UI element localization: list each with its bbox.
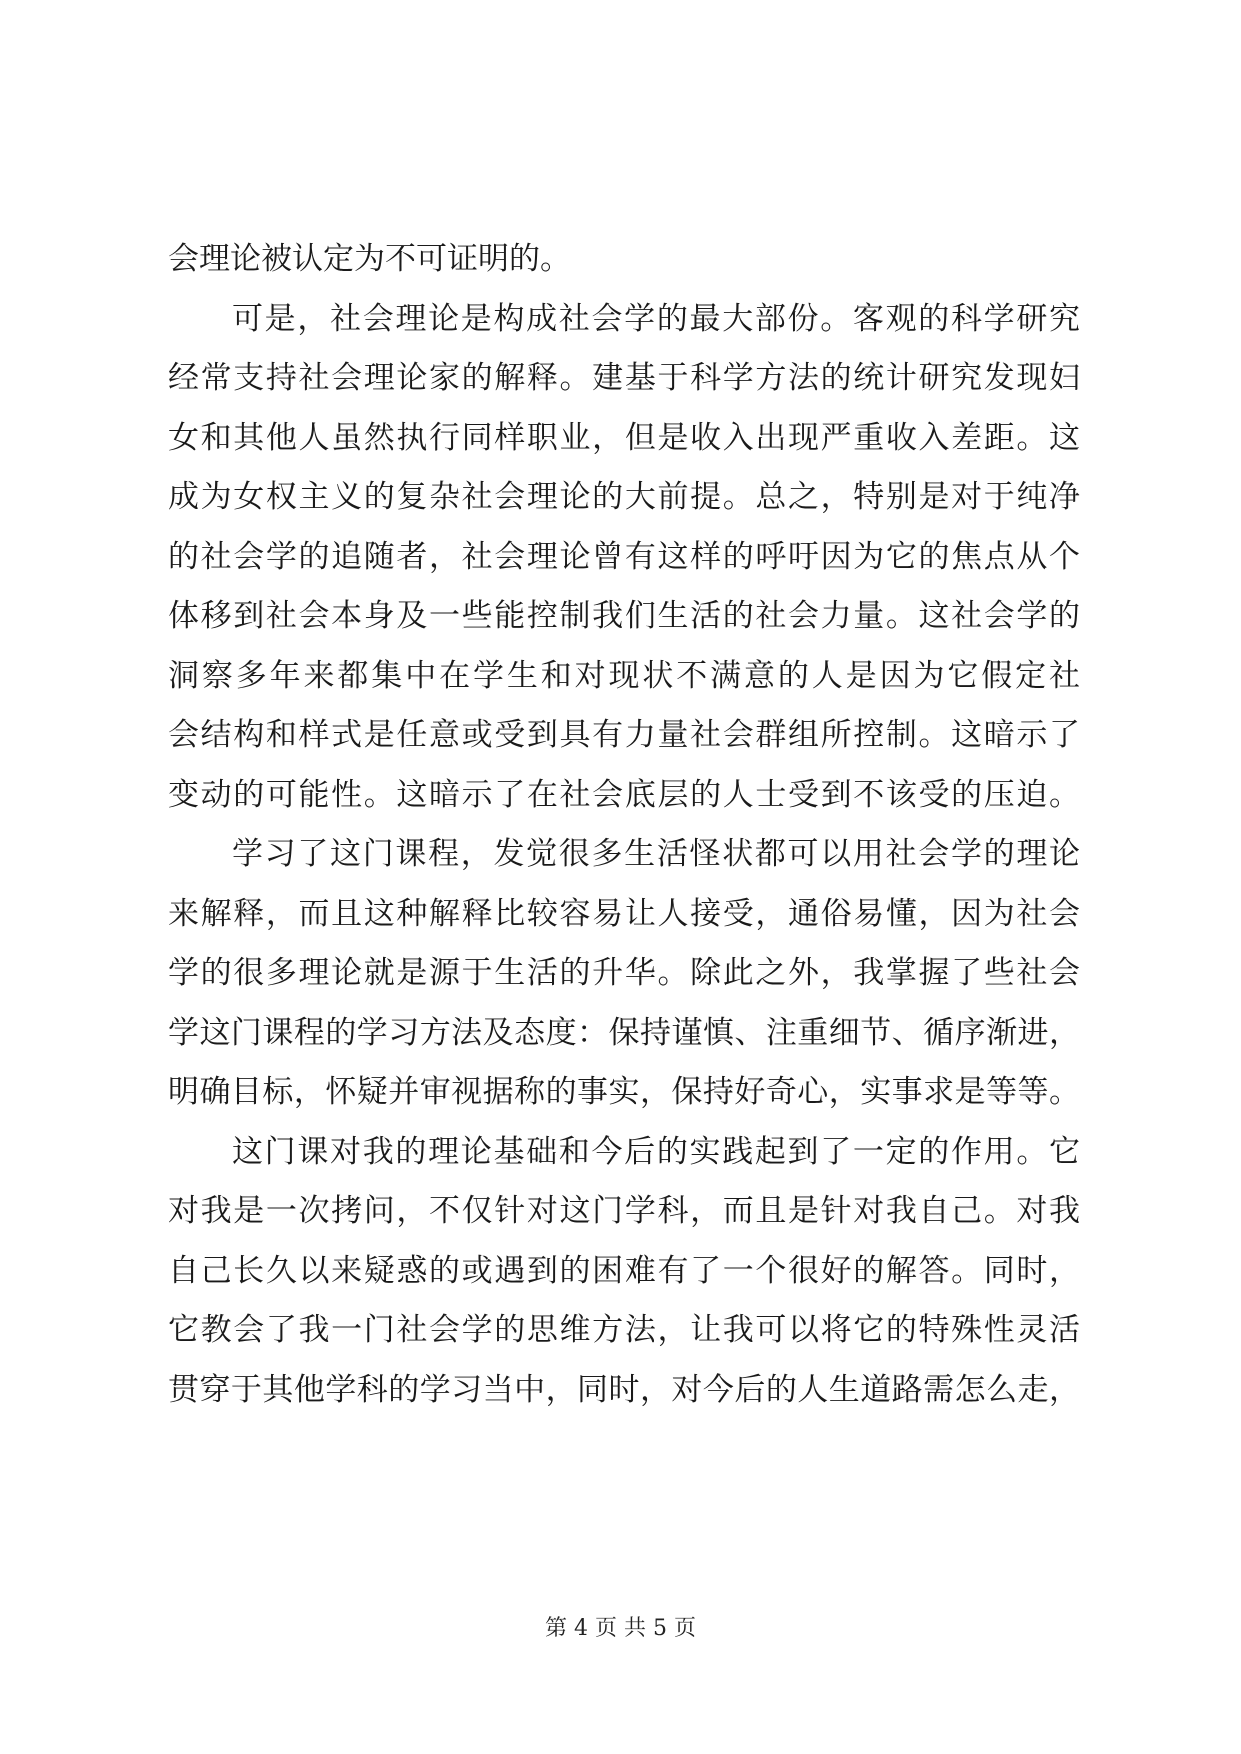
text-line: 这门课对我的理论基础和今后的实践起到了一定的作用。它 — [232, 1133, 1080, 1170]
text-line: 对我是一次拷问，不仅针对这门学科，而且是针对我自己。对我 — [168, 1193, 1080, 1229]
body-text — [168, 230, 1080, 1420]
text-line: 可是，社会理论是构成社会学的最大部份。客观的科学研究 — [232, 300, 1080, 337]
text-line: 学习了这门课程，发觉很多生活怪状都可以用社会学的理论 — [232, 836, 1080, 872]
text-line: 的社会学的追随者，社会理论曾有这样的呼吁因为它的焦点从个 — [168, 538, 1080, 575]
text-line: 经常支持社会理论家的解释。建基于科学方法的统计研究发现妇 — [168, 360, 1080, 396]
text-line: 学这门课程的学习方法及态度：保持谨慎、注重细节、循序渐进， — [168, 1014, 1080, 1051]
text-line: 学的很多理论就是源于生活的升华。除此之外，我掌握了些社会 — [168, 955, 1080, 991]
text-line: 贯穿于其他学科的学习当中，同时，对今后的人生道路需怎么走， — [168, 1371, 1080, 1408]
text-line: 成为女权主义的复杂社会理论的大前提。总之，特别是对于纯净 — [168, 479, 1080, 515]
page-number-footer: 第 4 页 共 5 页 — [545, 1616, 696, 1641]
text-line: 变动的可能性。这暗示了在社会底层的人士受到不该受的压迫。 — [168, 776, 1080, 813]
text-line: 女和其他人虽然执行同样职业，但是收入出现严重收入差距。这 — [168, 419, 1080, 456]
text-line: 洞察多年来都集中在学生和对现状不满意的人是因为它假定社 — [168, 657, 1080, 694]
text-line: 会理论被认定为不可证明的。 — [168, 241, 571, 277]
text-line: 自己长久以来疑惑的或遇到的困难有了一个很好的解答。同时， — [168, 1252, 1080, 1289]
text-line: 来解释，而且这种解释比较容易让人接受，通俗易懂，因为社会 — [168, 895, 1080, 932]
text-line: 会结构和样式是任意或受到具有力量社会群组所控制。这暗示了 — [168, 717, 1080, 753]
text-line: 体移到社会本身及一些能控制我们生活的社会力量。这社会学的 — [168, 598, 1080, 634]
text-line: 它教会了我一门社会学的思维方法，让我可以将它的特殊性灵活 — [168, 1312, 1080, 1348]
text-line: 明确目标，怀疑并审视据称的事实，保持好奇心，实事求是等等。 — [168, 1074, 1080, 1110]
